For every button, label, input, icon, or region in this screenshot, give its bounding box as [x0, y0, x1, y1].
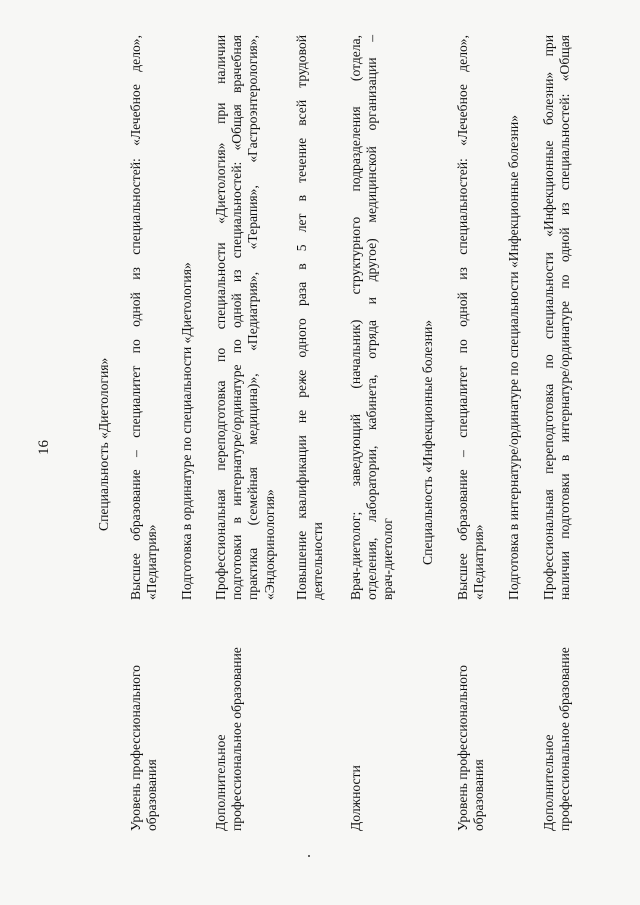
row-value: Высшее образование – специалитет по одной из специальностей: «Лечебное дело», «Педиатрия»	[455, 35, 487, 600]
row-label: Уровень профессионального образования	[128, 665, 160, 831]
row-value: Подготовка в интернатуре/ординатуре по специальности «Инфекционные болезни»	[506, 115, 521, 600]
scan-speck	[308, 855, 310, 857]
page-number: 16	[36, 440, 52, 455]
row-value: Повышение квалификации не реже одного раза в 5 лет в течение всей трудовой деятельности	[294, 35, 326, 600]
row-value: Высшее образование – специалитет по одной из специальностей: «Лечебное дело», «Педиатрия»	[128, 35, 160, 600]
section-heading: Специальность «Инфекционные болезни»	[420, 319, 435, 565]
row-label: Дополнительное профессиональное образование	[213, 647, 245, 831]
row-value: Подготовка в ординатуре по специальности «Диетология»	[179, 262, 194, 600]
row-label: Дополнительное профессиональное образование	[541, 647, 573, 831]
row-value: Профессиональная переподготовка по специальности «Инфекционные болезни» при наличии подготовки в интернатуре/ординатуре по одной из специальностей: «Общая	[541, 35, 573, 600]
row-value: Профессиональная переподготовка по специальности «Диетология» при наличии подготовки в интернатуре/ординатуре по одной из специальностей: «Общая врачебная практика (семейная медицина)», «Педиатрия», «Терапия», «Гастроэнтерология», «Эндокринология»	[213, 35, 277, 600]
row-label: Уровень профессионального образования	[455, 665, 487, 831]
section-heading: Специальность «Диетология»	[96, 357, 111, 531]
row-label: Должности	[348, 765, 363, 831]
row-value: Врач-диетолог; заведующий (начальник) структурного подразделения (отдела, отделения, лаборатории, кабинета, отряда и другое) медицинской организации – врач-диетолог	[348, 35, 396, 600]
